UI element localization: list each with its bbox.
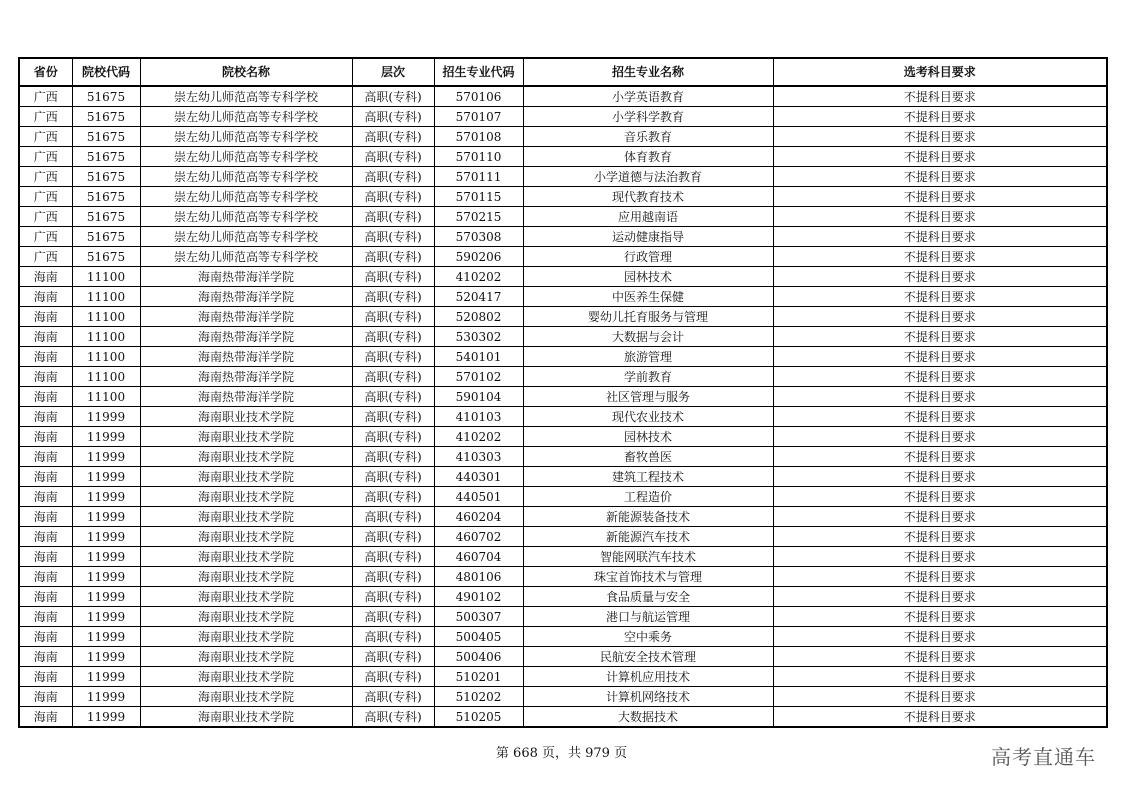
cell-school-code: 11999 [72,447,140,467]
cell-level: 高职(专科) [352,507,434,527]
cell-major-name: 新能源汽车技术 [523,527,773,547]
cell-level: 高职(专科) [352,327,434,347]
cell-school-code: 11100 [72,267,140,287]
cell-subject-requirement: 不提科目要求 [773,267,1107,287]
cell-level: 高职(专科) [352,527,434,547]
cell-school-code: 51675 [72,127,140,147]
cell-major-name: 运动健康指导 [523,227,773,247]
cell-school-name: 海南职业技术学院 [140,587,352,607]
cell-level: 高职(专科) [352,387,434,407]
cell-subject-requirement: 不提科目要求 [773,547,1107,567]
header-school-code: 院校代码 [72,58,140,86]
table-row [19,207,1107,227]
table-row [19,627,1107,647]
cell-school-code: 11999 [72,707,140,728]
cell-province: 广西 [19,147,72,167]
cell-level: 高职(专科) [352,427,434,447]
cell-subject-requirement: 不提科目要求 [773,687,1107,707]
cell-school-name: 崇左幼儿师范高等专科学校 [140,86,352,107]
cell-major-name: 园林技术 [523,267,773,287]
cell-province: 海南 [19,427,72,447]
cell-school-code: 11999 [72,407,140,427]
cell-major-name: 计算机网络技术 [523,687,773,707]
cell-school-name: 海南热带海洋学院 [140,287,352,307]
table-row [19,547,1107,567]
cell-school-code: 11999 [72,607,140,627]
cell-school-name: 海南职业技术学院 [140,407,352,427]
cell-province: 海南 [19,547,72,567]
table-row [19,687,1107,707]
watermark-logo-text: 高考直通车 [991,745,1096,769]
cell-school-name: 海南职业技术学院 [140,707,352,728]
cell-major-code: 490102 [434,587,523,607]
cell-province: 海南 [19,387,72,407]
header-major-name: 招生专业名称 [523,58,773,86]
table-row [19,447,1107,467]
cell-major-name: 空中乘务 [523,627,773,647]
cell-school-name: 崇左幼儿师范高等专科学校 [140,187,352,207]
table-row [19,347,1107,367]
cell-subject-requirement: 不提科目要求 [773,387,1107,407]
cell-school-code: 51675 [72,107,140,127]
cell-province: 海南 [19,467,72,487]
cell-subject-requirement: 不提科目要求 [773,287,1107,307]
table-row [19,507,1107,527]
table-header-row [19,58,1107,86]
table-row [19,527,1107,547]
cell-subject-requirement: 不提科目要求 [773,587,1107,607]
header-school-name: 院校名称 [140,58,352,86]
table-row [19,287,1107,307]
cell-school-code: 11999 [72,547,140,567]
cell-subject-requirement: 不提科目要求 [773,207,1107,227]
cell-major-code: 500405 [434,627,523,647]
cell-subject-requirement: 不提科目要求 [773,607,1107,627]
cell-school-name: 海南热带海洋学院 [140,347,352,367]
table-row [19,86,1107,107]
table-row [19,427,1107,447]
cell-school-code: 11999 [72,627,140,647]
cell-school-code: 11999 [72,467,140,487]
cell-subject-requirement: 不提科目要求 [773,167,1107,187]
header-level: 层次 [352,58,434,86]
cell-major-code: 570308 [434,227,523,247]
cell-major-code: 570108 [434,127,523,147]
cell-subject-requirement: 不提科目要求 [773,667,1107,687]
cell-level: 高职(专科) [352,267,434,287]
cell-school-code: 51675 [72,247,140,267]
cell-school-name: 海南职业技术学院 [140,607,352,627]
cell-major-name: 旅游管理 [523,347,773,367]
table-row [19,467,1107,487]
cell-major-name: 行政管理 [523,247,773,267]
cell-school-code: 11999 [72,687,140,707]
cell-level: 高职(专科) [352,127,434,147]
cell-major-code: 570111 [434,167,523,187]
cell-school-code: 11999 [72,527,140,547]
cell-level: 高职(专科) [352,307,434,327]
cell-major-name: 新能源装备技术 [523,507,773,527]
cell-major-code: 570115 [434,187,523,207]
cell-province: 海南 [19,287,72,307]
cell-subject-requirement: 不提科目要求 [773,307,1107,327]
cell-major-code: 510202 [434,687,523,707]
cell-school-name: 崇左幼儿师范高等专科学校 [140,147,352,167]
cell-subject-requirement: 不提科目要求 [773,447,1107,467]
cell-major-name: 港口与航运管理 [523,607,773,627]
table-row [19,587,1107,607]
cell-major-name: 学前教育 [523,367,773,387]
cell-level: 高职(专科) [352,407,434,427]
cell-major-name: 民航安全技术管理 [523,647,773,667]
cell-major-code: 590206 [434,247,523,267]
cell-subject-requirement: 不提科目要求 [773,527,1107,547]
cell-subject-requirement: 不提科目要求 [773,147,1107,167]
table-row [19,267,1107,287]
cell-subject-requirement: 不提科目要求 [773,86,1107,107]
cell-major-name: 工程造价 [523,487,773,507]
cell-major-code: 460204 [434,507,523,527]
cell-school-name: 崇左幼儿师范高等专科学校 [140,127,352,147]
table-row [19,667,1107,687]
cell-major-code: 510205 [434,707,523,728]
cell-major-name: 小学道德与法治教育 [523,167,773,187]
cell-province: 海南 [19,607,72,627]
cell-major-name: 现代农业技术 [523,407,773,427]
table-row [19,327,1107,347]
table-row [19,387,1107,407]
cell-level: 高职(专科) [352,607,434,627]
cell-major-name: 中医养生保健 [523,287,773,307]
cell-major-code: 460702 [434,527,523,547]
cell-major-name: 音乐教育 [523,127,773,147]
cell-level: 高职(专科) [352,647,434,667]
cell-major-name: 体育教育 [523,147,773,167]
cell-major-name: 建筑工程技术 [523,467,773,487]
table-body [19,86,1107,727]
cell-level: 高职(专科) [352,107,434,127]
cell-school-name: 海南热带海洋学院 [140,307,352,327]
cell-level: 高职(专科) [352,667,434,687]
cell-major-code: 500406 [434,647,523,667]
cell-level: 高职(专科) [352,627,434,647]
header-major-code: 招生专业代码 [434,58,523,86]
cell-province: 海南 [19,367,72,387]
cell-major-code: 500307 [434,607,523,627]
cell-level: 高职(专科) [352,147,434,167]
cell-major-code: 410103 [434,407,523,427]
table-row [19,127,1107,147]
cell-school-code: 11999 [72,507,140,527]
cell-school-name: 海南职业技术学院 [140,687,352,707]
cell-level: 高职(专科) [352,247,434,267]
cell-major-name: 智能网联汽车技术 [523,547,773,567]
cell-province: 海南 [19,327,72,347]
cell-major-code: 590104 [434,387,523,407]
cell-province: 海南 [19,507,72,527]
cell-major-name: 珠宝首饰技术与管理 [523,567,773,587]
table-row [19,407,1107,427]
cell-school-name: 崇左幼儿师范高等专科学校 [140,167,352,187]
cell-level: 高职(专科) [352,487,434,507]
cell-province: 广西 [19,227,72,247]
cell-major-name: 小学科学教育 [523,107,773,127]
cell-level: 高职(专科) [352,587,434,607]
cell-province: 海南 [19,347,72,367]
cell-subject-requirement: 不提科目要求 [773,487,1107,507]
cell-school-code: 51675 [72,227,140,247]
cell-major-code: 480106 [434,567,523,587]
cell-major-code: 410303 [434,447,523,467]
cell-school-code: 51675 [72,147,140,167]
cell-subject-requirement: 不提科目要求 [773,407,1107,427]
cell-major-code: 510201 [434,667,523,687]
cell-province: 海南 [19,447,72,467]
cell-school-name: 崇左幼儿师范高等专科学校 [140,207,352,227]
cell-level: 高职(专科) [352,367,434,387]
cell-province: 广西 [19,167,72,187]
cell-major-name: 食品质量与安全 [523,587,773,607]
cell-level: 高职(专科) [352,167,434,187]
cell-province: 海南 [19,527,72,547]
cell-level: 高职(专科) [352,547,434,567]
cell-school-name: 海南职业技术学院 [140,547,352,567]
cell-school-code: 11999 [72,647,140,667]
cell-school-code: 11999 [72,427,140,447]
table-row [19,247,1107,267]
cell-school-name: 海南热带海洋学院 [140,267,352,287]
table-row [19,147,1107,167]
cell-subject-requirement: 不提科目要求 [773,107,1107,127]
cell-school-name: 崇左幼儿师范高等专科学校 [140,247,352,267]
cell-school-name: 崇左幼儿师范高等专科学校 [140,227,352,247]
cell-school-name: 海南热带海洋学院 [140,367,352,387]
cell-province: 广西 [19,127,72,147]
cell-school-name: 海南职业技术学院 [140,667,352,687]
cell-province: 海南 [19,587,72,607]
table-row [19,167,1107,187]
cell-school-name: 海南职业技术学院 [140,627,352,647]
cell-major-code: 410202 [434,267,523,287]
cell-level: 高职(专科) [352,187,434,207]
cell-school-name: 海南职业技术学院 [140,647,352,667]
cell-school-code: 11100 [72,367,140,387]
cell-major-code: 520417 [434,287,523,307]
cell-major-code: 570106 [434,86,523,107]
cell-school-code: 51675 [72,207,140,227]
cell-school-code: 11100 [72,347,140,367]
page-number: 第 668 页，共 979 页 [495,746,628,761]
table-row [19,487,1107,507]
cell-school-name: 海南职业技术学院 [140,507,352,527]
cell-major-name: 园林技术 [523,427,773,447]
cell-province: 海南 [19,687,72,707]
cell-school-name: 海南职业技术学院 [140,527,352,547]
cell-school-code: 11999 [72,667,140,687]
cell-province: 广西 [19,247,72,267]
cell-level: 高职(专科) [352,227,434,247]
cell-province: 广西 [19,207,72,227]
cell-level: 高职(专科) [352,707,434,728]
cell-school-code: 11100 [72,327,140,347]
cell-province: 广西 [19,107,72,127]
cell-subject-requirement: 不提科目要求 [773,347,1107,367]
cell-major-code: 570215 [434,207,523,227]
table-row [19,707,1107,728]
cell-province: 广西 [19,187,72,207]
table-row [19,107,1107,127]
cell-level: 高职(专科) [352,567,434,587]
cell-subject-requirement: 不提科目要求 [773,567,1107,587]
cell-province: 海南 [19,627,72,647]
header-province: 省份 [19,58,72,86]
cell-major-name: 小学英语教育 [523,86,773,107]
table-row [19,607,1107,627]
cell-province: 海南 [19,487,72,507]
table-row [19,647,1107,667]
cell-subject-requirement: 不提科目要求 [773,187,1107,207]
cell-school-name: 海南职业技术学院 [140,567,352,587]
cell-subject-requirement: 不提科目要求 [773,127,1107,147]
table-row [19,307,1107,327]
cell-major-code: 530302 [434,327,523,347]
cell-major-code: 440501 [434,487,523,507]
cell-subject-requirement: 不提科目要求 [773,647,1107,667]
cell-subject-requirement: 不提科目要求 [773,427,1107,447]
cell-major-name: 应用越南语 [523,207,773,227]
cell-major-name: 现代教育技术 [523,187,773,207]
cell-province: 海南 [19,567,72,587]
cell-level: 高职(专科) [352,86,434,107]
cell-school-name: 崇左幼儿师范高等专科学校 [140,107,352,127]
cell-subject-requirement: 不提科目要求 [773,467,1107,487]
cell-province: 广西 [19,86,72,107]
cell-subject-requirement: 不提科目要求 [773,367,1107,387]
cell-province: 海南 [19,647,72,667]
table-row [19,187,1107,207]
cell-province: 海南 [19,267,72,287]
cell-school-code: 11999 [72,567,140,587]
cell-province: 海南 [19,667,72,687]
cell-level: 高职(专科) [352,467,434,487]
cell-subject-requirement: 不提科目要求 [773,627,1107,647]
header-subject-requirement: 选考科目要求 [773,58,1107,86]
cell-level: 高职(专科) [352,687,434,707]
cell-subject-requirement: 不提科目要求 [773,707,1107,728]
cell-school-name: 海南热带海洋学院 [140,387,352,407]
cell-subject-requirement: 不提科目要求 [773,327,1107,347]
cell-school-name: 海南职业技术学院 [140,487,352,507]
cell-major-name: 计算机应用技术 [523,667,773,687]
cell-province: 海南 [19,307,72,327]
cell-school-code: 11999 [72,487,140,507]
cell-school-name: 海南职业技术学院 [140,467,352,487]
admission-requirements-table [18,57,1108,728]
cell-school-name: 海南热带海洋学院 [140,327,352,347]
cell-major-code: 410202 [434,427,523,447]
cell-major-name: 社区管理与服务 [523,387,773,407]
cell-major-code: 570102 [434,367,523,387]
table-row [19,567,1107,587]
cell-province: 海南 [19,707,72,728]
table-row [19,367,1107,387]
cell-school-code: 51675 [72,187,140,207]
cell-major-code: 570107 [434,107,523,127]
cell-school-code: 11100 [72,387,140,407]
cell-major-code: 540101 [434,347,523,367]
cell-school-code: 51675 [72,167,140,187]
cell-subject-requirement: 不提科目要求 [773,247,1107,267]
cell-subject-requirement: 不提科目要求 [773,227,1107,247]
cell-major-code: 570110 [434,147,523,167]
cell-level: 高职(专科) [352,287,434,307]
cell-level: 高职(专科) [352,347,434,367]
cell-school-code: 11999 [72,587,140,607]
cell-level: 高职(专科) [352,207,434,227]
cell-school-name: 海南职业技术学院 [140,427,352,447]
cell-school-code: 11100 [72,287,140,307]
cell-major-name: 婴幼儿托育服务与管理 [523,307,773,327]
cell-school-code: 11100 [72,307,140,327]
table-row [19,227,1107,247]
cell-province: 海南 [19,407,72,427]
cell-subject-requirement: 不提科目要求 [773,507,1107,527]
cell-major-code: 520802 [434,307,523,327]
cell-major-name: 大数据技术 [523,707,773,728]
cell-major-code: 460704 [434,547,523,567]
cell-major-name: 大数据与会计 [523,327,773,347]
cell-school-code: 51675 [72,86,140,107]
cell-major-name: 畜牧兽医 [523,447,773,467]
cell-level: 高职(专科) [352,447,434,467]
cell-major-code: 440301 [434,467,523,487]
cell-school-name: 海南职业技术学院 [140,447,352,467]
